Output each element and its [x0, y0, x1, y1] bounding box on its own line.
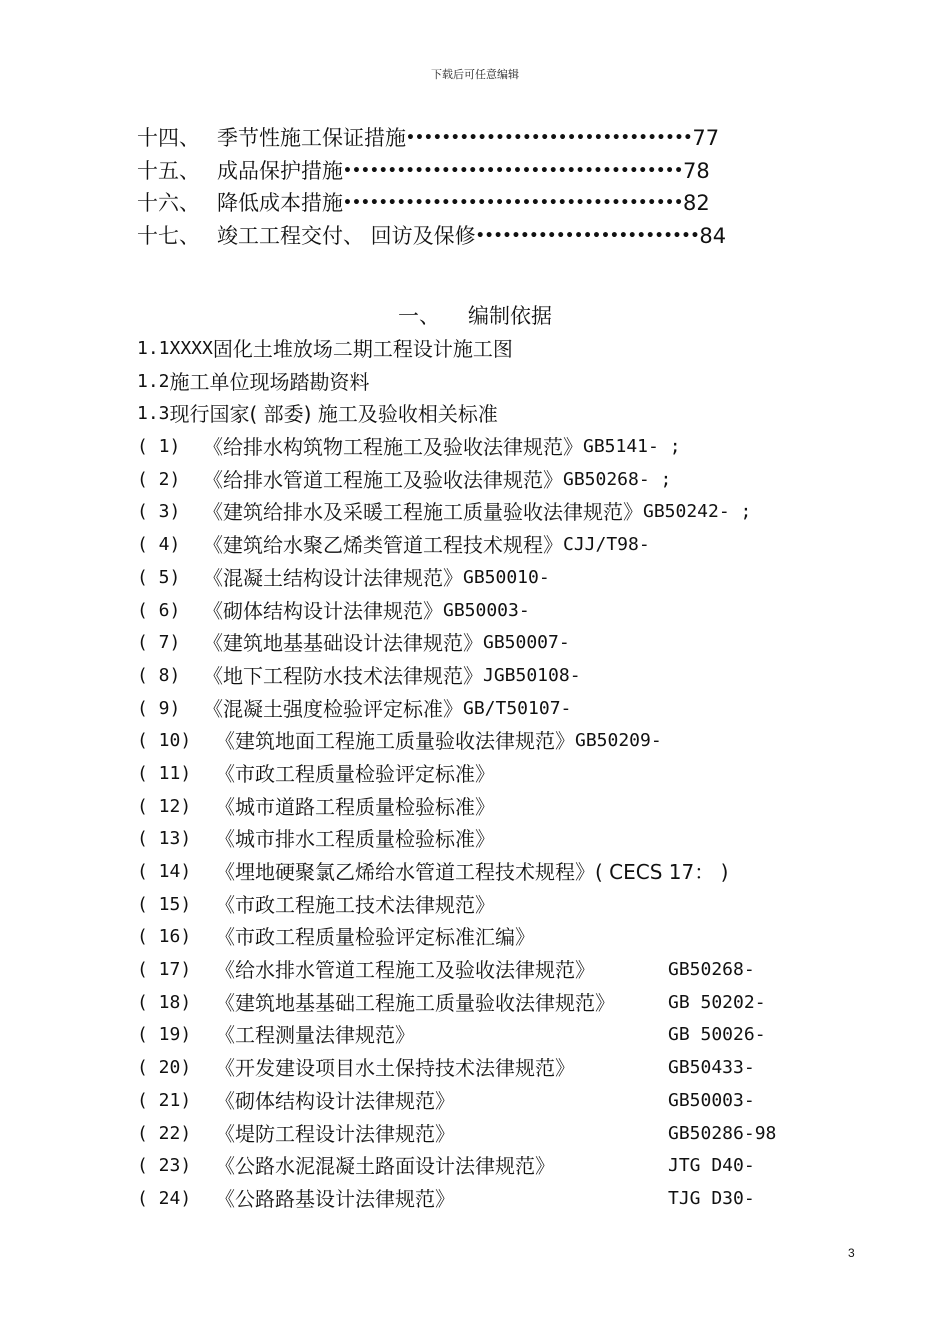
standard-title: 《建筑地基基础设计法律规范》	[203, 631, 483, 656]
basis-prefix: 1.3	[137, 403, 170, 425]
standard-item	[137, 693, 877, 726]
standard-item	[137, 595, 877, 628]
standard-item	[137, 791, 877, 824]
standard-number: ( 23)	[137, 1155, 192, 1177]
standard-item	[137, 1052, 877, 1085]
basis-item	[137, 398, 877, 431]
standard-title: 《砌体结构设计法律规范》	[215, 1088, 455, 1113]
standard-code: GB50010-	[463, 566, 550, 588]
standard-title: 《市政工程施工技术法律规范》	[215, 892, 495, 917]
standard-title: 《地下工程防水技术法律规范》	[203, 663, 483, 688]
standard-title: 《开发建设项目水土保持技术法律规范》	[215, 1056, 575, 1081]
standard-number: ( 20)	[137, 1057, 192, 1079]
basis-prefix: 1.2	[137, 370, 170, 392]
section-number: 一、	[398, 304, 440, 328]
page-number: 3	[848, 1246, 855, 1260]
standard-title: 《混凝土强度检验评定标准》	[203, 696, 463, 721]
toc-number: 十四、	[137, 126, 200, 150]
toc-leader: ••••••••••••••••••••••••••••••••••••••	[343, 195, 684, 212]
standard-number: ( 17)	[137, 959, 192, 981]
standard-title: 《给排水管道工程施工及验收法律规范》	[203, 467, 563, 492]
standard-title: 《给排水构筑物工程施工及验收法律规范》	[203, 435, 583, 460]
standard-title: 《埋地硬聚氯乙烯给水管道工程技术规程》( CECS 17： )	[215, 860, 729, 884]
toc-leader: ••••••••••••••••••••••••••••••••••••••	[343, 162, 684, 179]
toc-leader: •••••••••••••••••••••••••	[475, 228, 700, 245]
standard-item	[137, 660, 877, 693]
standard-number: ( 19)	[137, 1024, 192, 1046]
standard-number: ( 18)	[137, 991, 192, 1013]
basis-item	[137, 333, 877, 366]
toc-row	[137, 220, 857, 253]
toc-number: 十六、	[137, 191, 200, 216]
table-of-contents	[137, 122, 857, 253]
standard-code: GB/T50107-	[463, 697, 572, 719]
standard-item	[137, 856, 877, 889]
standard-item	[137, 1085, 877, 1118]
standard-code: GB 50026-	[668, 1024, 766, 1046]
standard-code: GB5141- ;	[583, 436, 681, 458]
page-header: 下载后可任意编辑	[431, 68, 519, 81]
standard-title: 《混凝土结构设计法律规范》	[203, 565, 463, 590]
standard-code: GB50433-	[668, 1057, 755, 1079]
toc-row	[137, 187, 857, 220]
standard-number: ( 24)	[137, 1187, 192, 1209]
toc-title: 降低成本措施	[217, 191, 343, 216]
toc-row	[137, 122, 857, 155]
toc-page: 77	[692, 126, 720, 150]
standard-item	[137, 431, 877, 464]
standard-title: 《公路路基设计法律规范》	[215, 1186, 455, 1211]
standard-code: GB 50202-	[668, 991, 766, 1013]
standard-item	[137, 987, 877, 1020]
standard-number: ( 6)	[137, 599, 181, 621]
standard-item	[137, 1118, 877, 1151]
standard-item	[137, 725, 877, 758]
standard-number: ( 11)	[137, 762, 192, 784]
standard-number: ( 12)	[137, 795, 192, 817]
standard-number: ( 5)	[137, 566, 181, 588]
standard-number: ( 22)	[137, 1122, 192, 1144]
toc-page: 82	[683, 191, 710, 216]
toc-title: 季节性施工保证措施	[217, 126, 406, 150]
standard-number: ( 13)	[137, 828, 192, 850]
standard-number: ( 15)	[137, 893, 192, 915]
standard-title: 《建筑地面工程施工质量验收法律规范》	[215, 729, 575, 754]
standard-item	[137, 823, 877, 856]
standard-code: GB50003-	[443, 599, 530, 621]
standard-item	[137, 1019, 877, 1052]
basis-list	[137, 333, 877, 1216]
standard-item	[137, 627, 877, 660]
standard-code: GB50003-	[668, 1089, 755, 1111]
standard-code: GB50268-	[668, 959, 755, 981]
standard-code: JGB50108-	[483, 664, 581, 686]
standard-item	[137, 464, 877, 497]
standard-number: ( 1)	[137, 436, 181, 458]
standard-code: CJJ/T98-	[563, 534, 650, 556]
toc-number: 十五、	[137, 158, 200, 183]
standard-title: 《建筑给排水及采暖工程施工质量验收法律规范》	[203, 500, 643, 525]
standard-title: 《建筑地基基础工程施工质量验收法律规范》	[215, 990, 615, 1015]
standard-number: ( 4)	[137, 534, 181, 556]
standard-code: TJG D30-	[668, 1187, 755, 1209]
standard-title: 《工程测量法律规范》	[215, 1023, 415, 1048]
standard-item	[137, 921, 877, 954]
section-heading	[0, 300, 950, 332]
toc-title: 成品保护措施	[217, 158, 343, 183]
standard-item	[137, 1150, 877, 1183]
basis-text: 施工单位现场踏勘资料	[169, 369, 370, 394]
standard-number: ( 14)	[137, 861, 192, 882]
standard-number: ( 16)	[137, 926, 192, 948]
standard-code: GB50007-	[483, 632, 570, 654]
basis-item	[137, 366, 877, 399]
standard-number: ( 7)	[137, 632, 181, 654]
standard-code: JTG D40-	[668, 1155, 755, 1177]
standard-item	[137, 954, 877, 987]
toc-title: 竣工工程交付、 回访及保修	[217, 224, 476, 249]
standard-title: 《堤防工程设计法律规范》	[215, 1121, 455, 1146]
standard-title: 《城市道路工程质量检验标准》	[215, 794, 495, 819]
standard-number: ( 8)	[137, 664, 181, 686]
basis-text: 现行国家( 部委) 施工及验收相关标准	[169, 402, 498, 427]
standard-title: 《砌体结构设计法律规范》	[203, 598, 443, 623]
standard-code: GB50242- ;	[643, 501, 752, 523]
standard-title: 《给水排水管道工程施工及验收法律规范》	[215, 958, 595, 983]
standard-item	[137, 562, 877, 595]
standard-item	[137, 758, 877, 791]
standard-item	[137, 529, 877, 562]
standard-title: 《公路水泥混凝土路面设计法律规范》	[215, 1154, 555, 1179]
toc-row	[137, 155, 857, 188]
basis-text: 固化土堆放场二期工程设计施工图	[212, 337, 513, 361]
toc-page: 84	[699, 224, 727, 249]
toc-number: 十七、	[137, 224, 200, 249]
standard-item	[137, 496, 877, 529]
standard-title: 《市政工程质量检验评定标准》	[215, 761, 495, 786]
standard-number: ( 9)	[137, 697, 181, 719]
basis-prefix: 1.1XXXX	[137, 338, 213, 359]
standard-code: GB50286-98	[668, 1122, 777, 1144]
standard-item	[137, 1183, 877, 1216]
standard-number: ( 3)	[137, 501, 181, 523]
standard-number: ( 21)	[137, 1089, 192, 1111]
standard-code: GB50209-	[575, 730, 662, 752]
standard-code: GB50268- ;	[563, 468, 672, 490]
toc-page: 78	[683, 158, 710, 183]
standard-number: ( 10)	[137, 730, 192, 752]
standard-number: ( 2)	[137, 468, 181, 490]
standard-title: 《市政工程质量检验评定标准汇编》	[215, 925, 535, 950]
toc-leader: ••••••••••••••••••••••••••••••••	[406, 130, 693, 146]
section-title: 编制依据	[468, 304, 552, 328]
standard-title: 《建筑给水聚乙烯类管道工程技术规程》	[203, 533, 563, 558]
standard-item	[137, 889, 877, 922]
standard-title: 《城市排水工程质量检验标准》	[215, 827, 495, 852]
